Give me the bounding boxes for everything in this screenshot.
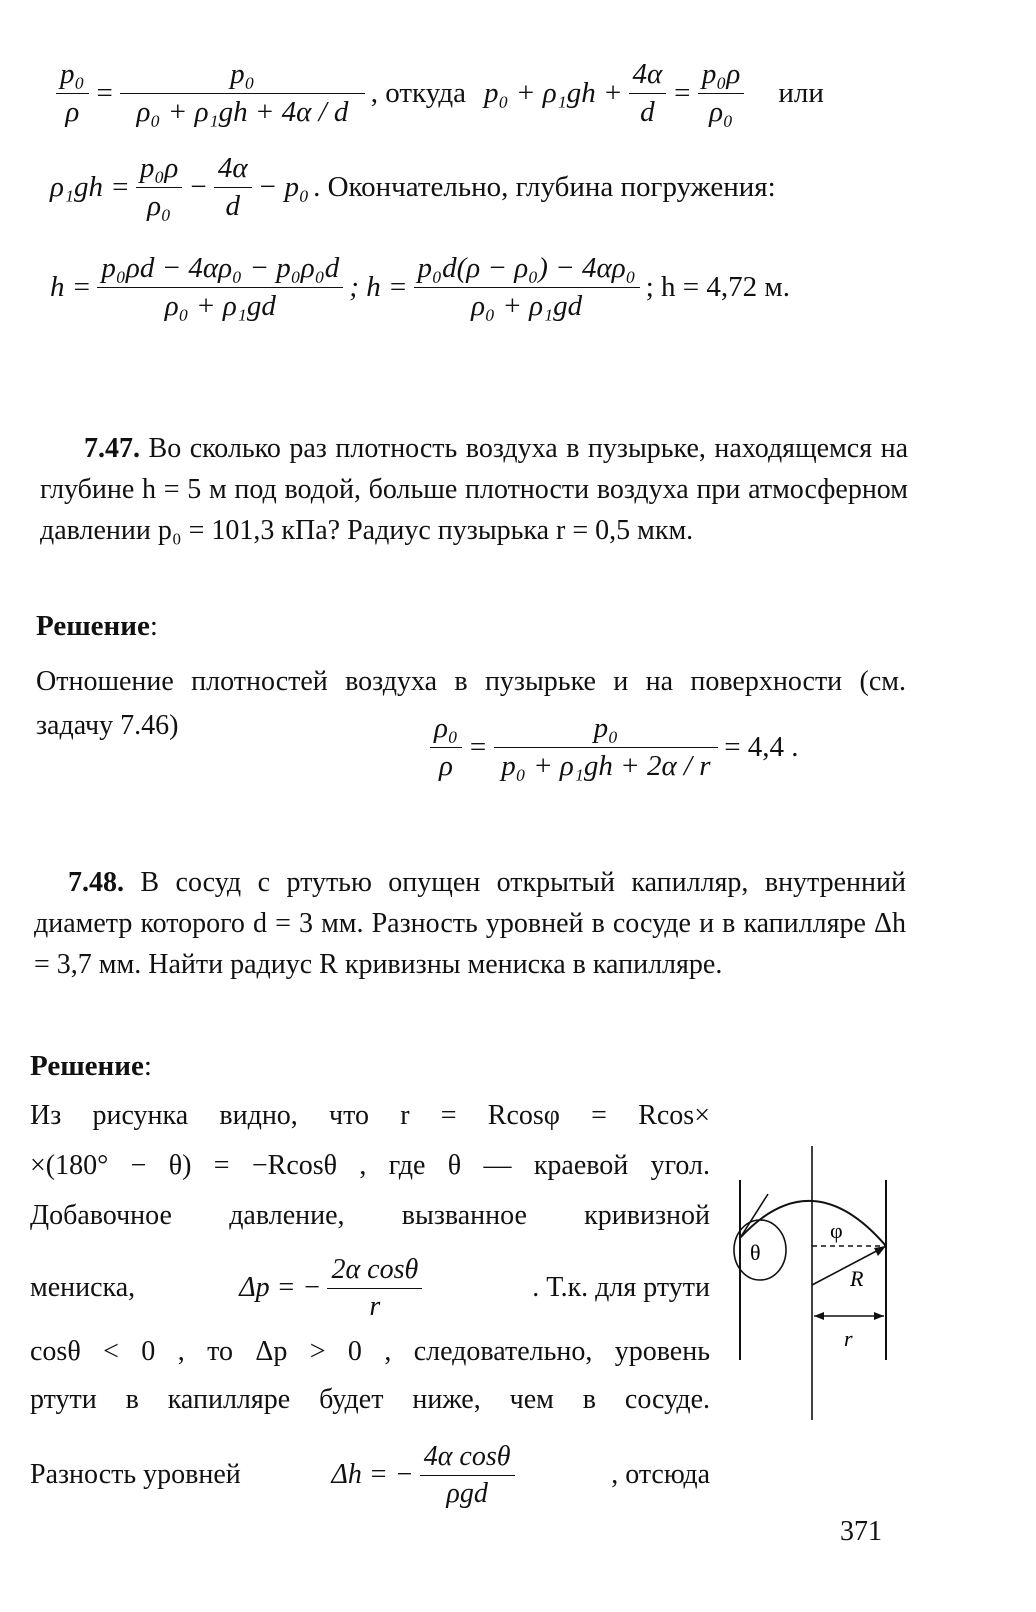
radius-arrowhead bbox=[874, 1246, 886, 1256]
page-number: 371 bbox=[840, 1516, 882, 1547]
label-R: R bbox=[850, 1266, 864, 1291]
meniscus-curve bbox=[740, 1201, 886, 1246]
solution-line-3: Добавочное давление, вызванное кривизной bbox=[30, 1200, 710, 1231]
delta-h-formula: Δh = − $\frac{\text{4α cosθ}}{\text{ρgd}}$ bbox=[331, 1441, 520, 1510]
capillary-meniscus-figure bbox=[722, 1140, 912, 1430]
label-r: r bbox=[844, 1326, 853, 1351]
fraction-4a-over-d: $\frac{4\alpha}{d}$ bbox=[629, 58, 667, 129]
label-theta: θ bbox=[750, 1240, 761, 1265]
solution-line-1: Из рисунка видно, что r = Rcosφ = Rcos× bbox=[30, 1100, 710, 1131]
radius-R-line bbox=[812, 1246, 886, 1285]
fraction-p0rho-over-rho0: $\frac{\text{p₀ρ}}{\text{ρ₀}}$ bbox=[698, 58, 745, 129]
solution-heading-7-48: Решение: bbox=[30, 1050, 152, 1082]
solution-7-47-formula: $\frac{\text{ρ₀}}{\rho}$ = $\frac{\text{p₀}}{\text{p₀ + ρ₁gh + 2α / r}}$ = 4,4 . bbox=[424, 712, 799, 783]
fraction-delta-p: $\frac{\text{2α cosθ}}{r}$ bbox=[327, 1254, 422, 1323]
r-arrow-left bbox=[814, 1312, 824, 1320]
problem-7-48-statement: 7.48. В сосуд с ртутью опущен открытый капилляр, внутренний диаметр которого d = 3 мм. Разность уровней в сосуде и в капилляре Δh = 3,7 мм. Найти радиус R кривизны мениска в капилляре. bbox=[34, 867, 906, 980]
solution-line-2: ×(180° − θ) = −Rcosθ , где θ — краевой угол. bbox=[30, 1150, 710, 1181]
solution-line-6: ртути в капилляре будет ниже, чем в сосуде. bbox=[30, 1384, 710, 1415]
fraction-4a-over-d-2: $\frac{4\alpha}{d}$ bbox=[214, 152, 252, 223]
fraction-main: $\frac{\text{p₀}}{\text{ρ₀ + ρ₁gh + 4α / d}}$ bbox=[120, 58, 365, 129]
label-phi: φ bbox=[830, 1218, 843, 1243]
solution-7-48-body bbox=[30, 1096, 710, 1520]
fraction-rho0-over-rho: $\frac{\text{ρ₀}}{\rho}$ bbox=[430, 712, 462, 783]
r-arrow-right bbox=[874, 1312, 884, 1320]
problem-7-47-statement: 7.47. Во сколько раз плотность воздуха в пузырьке, находящемся на глубине h = 5 м под водой, больше плотности воздуха при атмосферном давлении p₀ = 101,3 кПа? Радиус пузырька r = 0,5 мкм. bbox=[40, 433, 908, 546]
solution-line-7: Разность уровней Δh = − $\frac{\text{4α cosθ}}{\text{ρgd}}$ , отсюда bbox=[30, 1440, 710, 1509]
fraction-bubble: $\frac{\text{p₀}}{\text{p₀ + ρ₁gh + 2α / r}}$ bbox=[494, 712, 719, 783]
delta-p-formula: Δp = − $\frac{\text{2α cosθ}}{r}$ bbox=[239, 1254, 428, 1323]
formula-line-1: $\frac{\text{p₀}}{\rho}$ = $\frac{\text{p₀}}{\text{ρ₀ + ρ₁gh + 4α / d}}$ , откуда p₀ + ρ₁gh + $\frac{4\alpha}{d}$ = $\frac{\text{p₀ρ}}{\text{ρ₀}}$ или bbox=[50, 58, 824, 129]
solution-line-5: cosθ < 0 , то Δp > 0 , следовательно, уровень bbox=[30, 1336, 710, 1367]
fraction-h-2: $\frac{\text{p₀d(ρ − ρ₀) − 4αρ₀}}{\text{ρ₀ + ρ₁gd}}$ bbox=[414, 252, 640, 323]
fraction-h-1: $\frac{\text{p₀ρd − 4αρ₀ − p₀ρ₀d}}{\text{ρ₀ + ρ₁gd}}$ bbox=[97, 252, 343, 323]
fraction-p0-over-rho: $\frac{\text{p₀}}{\rho}$ bbox=[56, 58, 89, 129]
formula-line-2: ρ₁gh = $\frac{\text{p₀ρ}}{\text{ρ₀}}$ − $\frac{4\alpha}{d}$ − p₀ . Окончательно, глубина погружения: bbox=[50, 152, 776, 222]
solution-line-4: мениска, Δp = − $\frac{\text{2α cosθ}}{r}$ . Т.к. для ртути bbox=[30, 1253, 710, 1322]
formula-line-3: h = $\frac{\text{p₀ρd − 4αρ₀ − p₀ρ₀d}}{\text{ρ₀ + ρ₁gd}}$ ; h = $\frac{\text{p₀d(ρ − ρ₀) − 4αρ₀}}{\text{ρ₀ + ρ₁gd}}$ ; h = 4,72 м. bbox=[50, 252, 790, 322]
solution-heading-7-47: Решение: bbox=[36, 610, 158, 642]
solution-7-47-text: Отношение плотностей воздуха в пузырьке и на поверхности (см. задачу 7.46) bbox=[36, 666, 906, 741]
fraction-p0rho-over-rho0-2: $\frac{\text{p₀ρ}}{\text{ρ₀}}$ bbox=[136, 152, 183, 223]
fraction-delta-h: $\frac{\text{4α cosθ}}{\text{ρgd}}$ bbox=[420, 1441, 515, 1510]
